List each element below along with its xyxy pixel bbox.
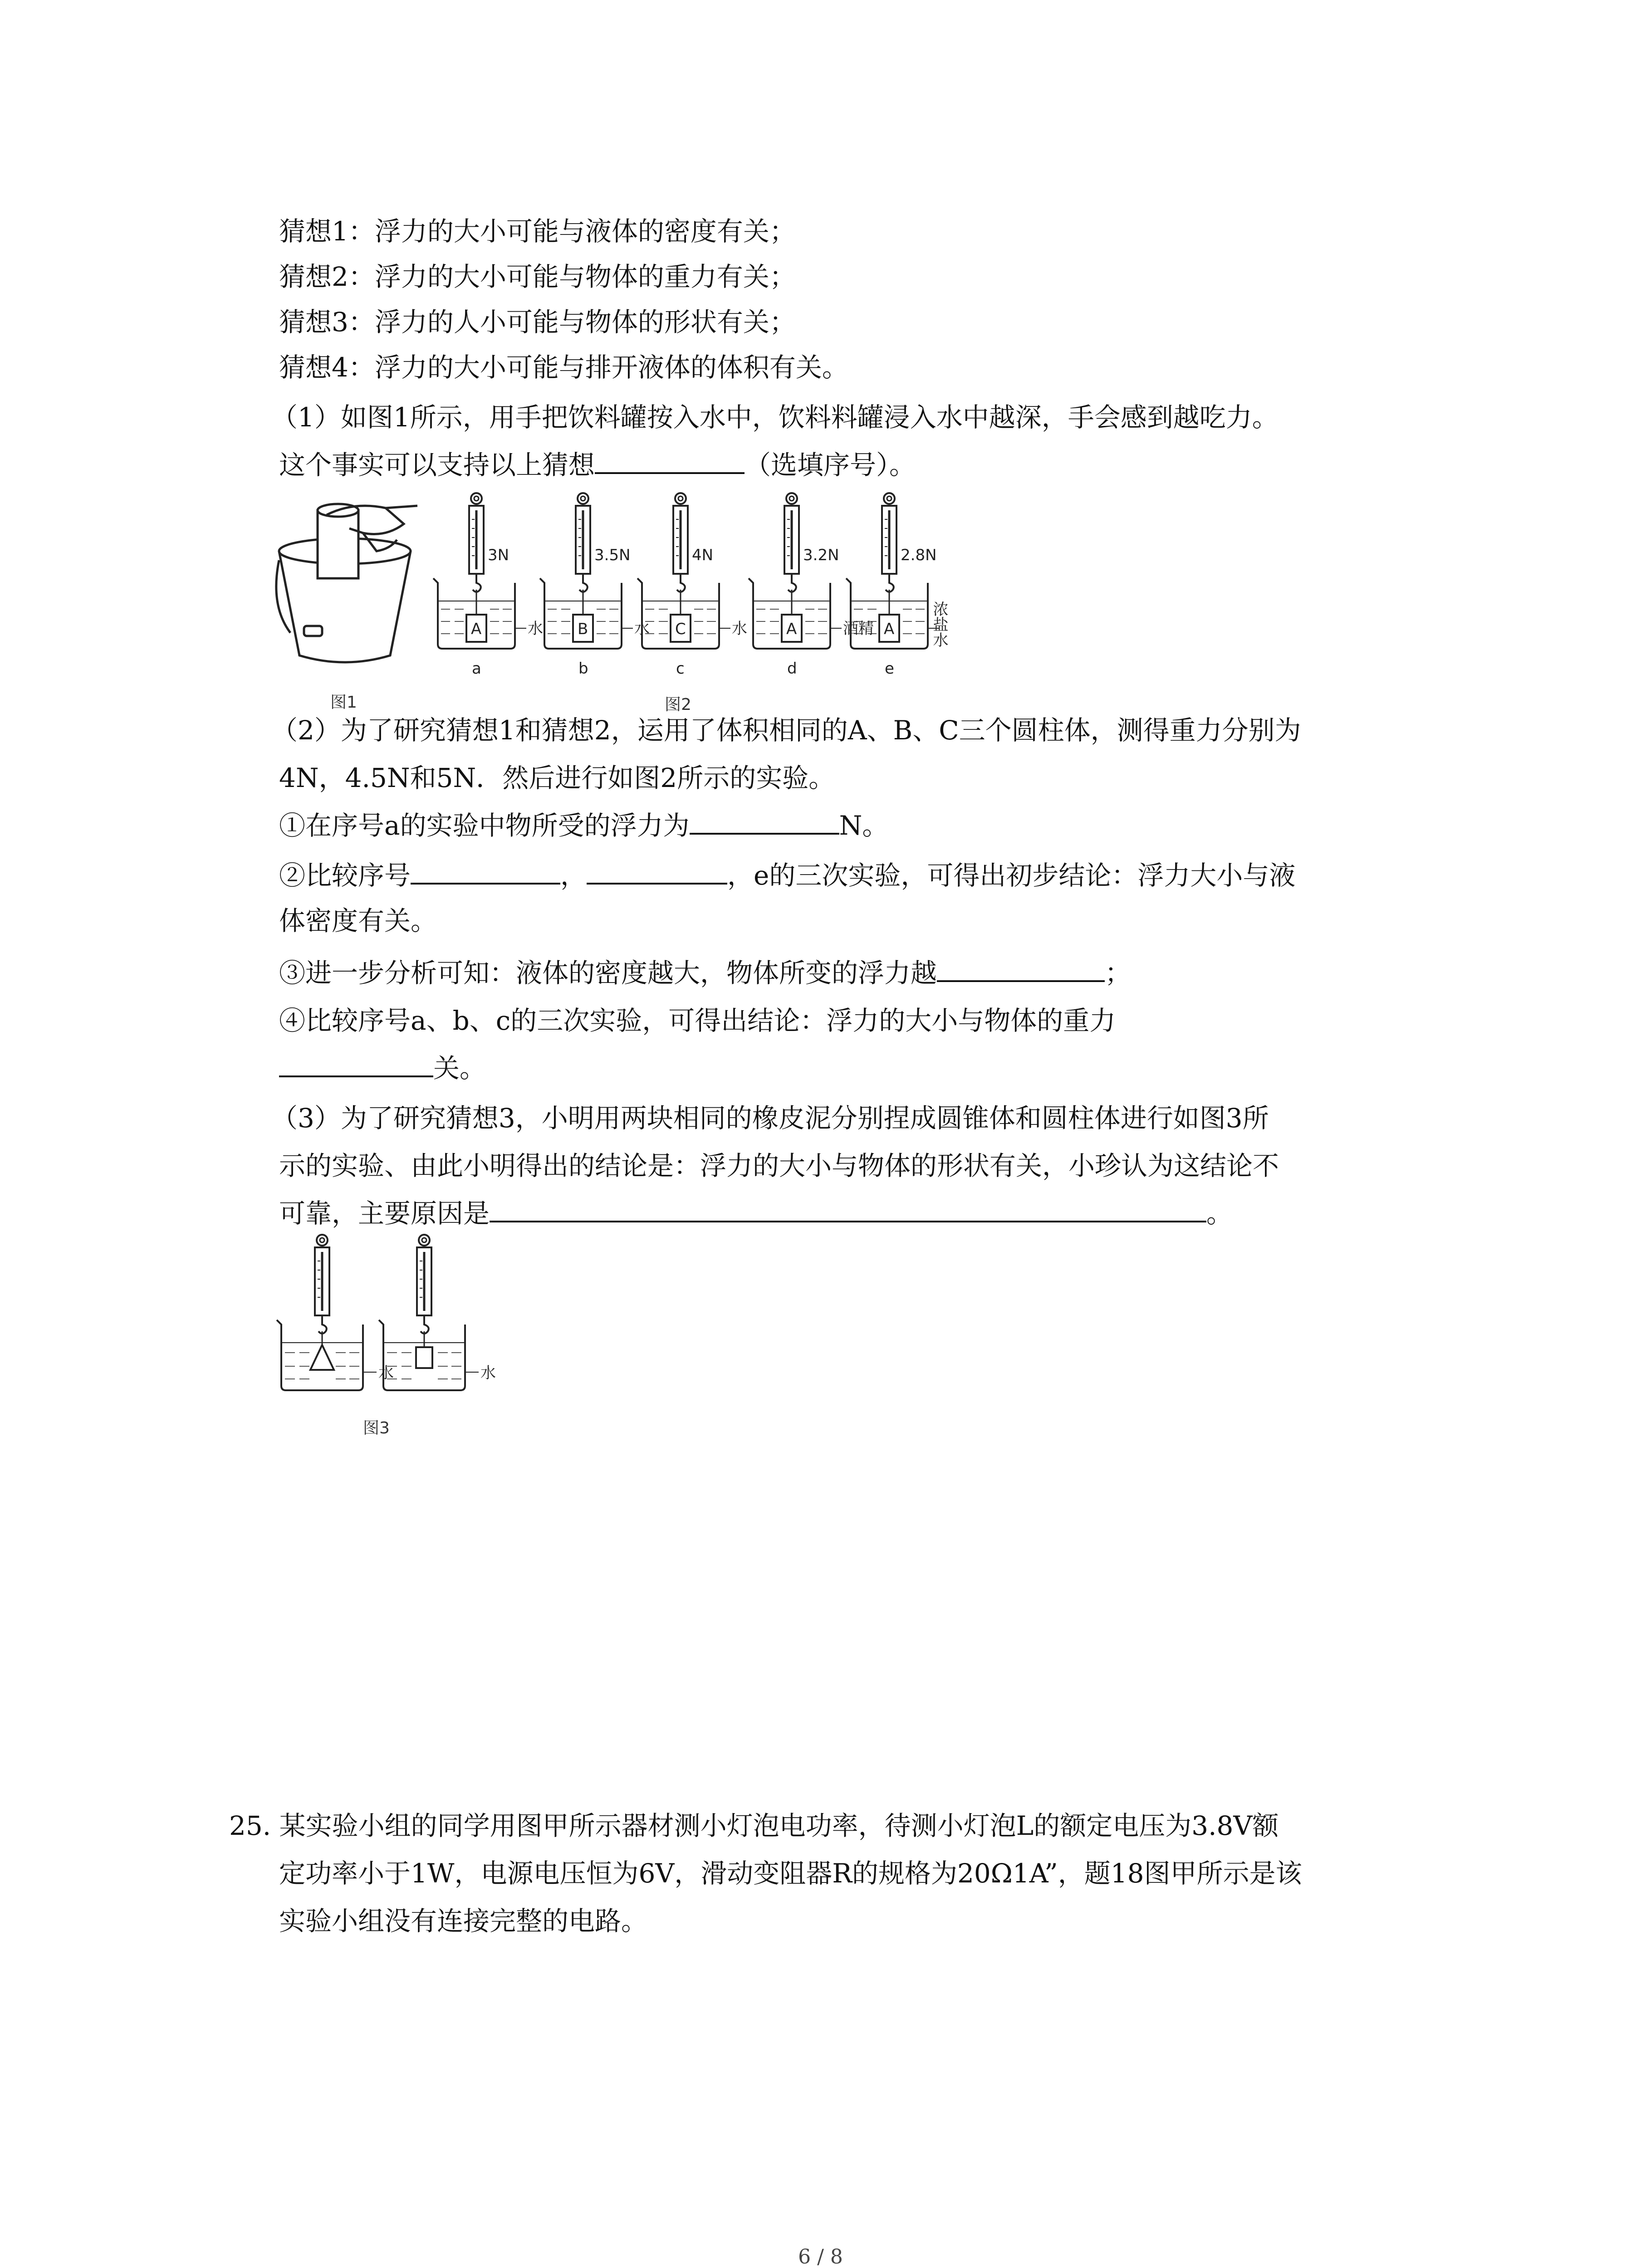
figure3-spring-scales <box>272 1234 496 1415</box>
block-d: A <box>786 620 797 638</box>
fig3-setup-cylinder <box>379 1235 479 1390</box>
guess-2: 猜想2：浮力的大小可能与物体的重力有关； <box>279 261 796 292</box>
q25-line3: 实验小组没有连接完整的电路。 <box>279 1906 648 1936</box>
page-number: 6 / 8 <box>798 2245 843 2268</box>
tag-e: e <box>885 660 894 678</box>
reading-a: 3N <box>488 546 509 564</box>
q1-answer-blank[interactable] <box>595 447 745 474</box>
liquid-c: 水 <box>732 620 747 638</box>
q2-step3-blank[interactable] <box>937 955 1105 982</box>
block-b: B <box>578 620 588 638</box>
q3-line3-post: 。 <box>1206 1198 1233 1229</box>
reading-e: 2.8N <box>901 546 937 564</box>
liquid-a: 水 <box>528 620 543 638</box>
q3-reason-blank[interactable] <box>490 1195 1206 1222</box>
q2-step2-line2: 体密度有关。 <box>279 905 437 936</box>
block-a: A <box>471 620 482 638</box>
reading-b: 3.5N <box>594 546 631 564</box>
q1-line1: （1）如图1所示，用手把饮料罐按入水中，饮料料罐浸入水中越深，手会感到越吃力。 <box>271 402 1279 433</box>
q2-step1-post: N。 <box>839 810 889 841</box>
q2-step2-post: ，e的三次实验，可得出初步结论：浮力大小与液 <box>727 860 1296 891</box>
q1-line2 <box>279 447 916 483</box>
q3-line1: （3）为了研究猜想3，小明用两块相同的橡皮泥分别捏成圆锥体和圆柱体进行如图3所 <box>271 1103 1269 1134</box>
q2-step2-blank-2[interactable] <box>587 857 727 885</box>
q3-line2: 示的实验、由此小明得出的结论是：浮力的大小与物体的形状有关，小珍认为这结论不 <box>279 1150 1279 1181</box>
q25-line2: 定功率小于1W，电源电压恒为6V，滑动变阻器R的规格为20Ω1A”，题18图甲所示是该 <box>279 1858 1302 1889</box>
tag-a: a <box>472 660 481 678</box>
q2-step2-pre: ②比较序号 <box>279 860 411 891</box>
tag-b: b <box>578 660 588 678</box>
figure2-spring-scales <box>429 492 973 705</box>
block-e: A <box>884 620 895 638</box>
reading-d: 3.2N <box>803 546 839 564</box>
fig3-setup-cone <box>277 1235 377 1390</box>
q2-step4-line2 <box>279 1050 486 1086</box>
figure3-caption: 图3 <box>363 1419 390 1437</box>
liquid-b: 水 <box>634 620 650 638</box>
q2-step4-blank[interactable] <box>279 1050 433 1077</box>
fig3-liquid-1: 水 <box>378 1364 394 1382</box>
q2-step3-pre: ③进一步分析可知：液体的密度越大，物体所变的浮力越 <box>279 958 937 988</box>
q1-line2-post: （选填序号）。 <box>745 450 916 480</box>
q2-step1-pre: ①在序号a的实验中物所受的浮力为 <box>279 810 690 841</box>
figure1-bucket-illustration <box>272 497 422 687</box>
reading-c: 4N <box>692 546 714 564</box>
q3-line3-pre: 可靠，主要原因是 <box>279 1198 490 1229</box>
liquid-e: 浓盐水 <box>930 601 948 647</box>
q3-line3 <box>279 1195 1233 1232</box>
figure1-caption: 图1 <box>330 693 357 712</box>
q1-line2-pre: 这个事实可以支持以上猜想 <box>279 450 595 480</box>
q2-line2: 4N，4.5N和5N．然后进行如图2所示的实验。 <box>279 763 835 793</box>
q2-step2 <box>279 857 1295 894</box>
q2-step4-post: 关。 <box>433 1053 486 1084</box>
q2-step2-comma: ， <box>560 860 587 891</box>
guess-3: 猜想3：浮力的人小可能与物体的形状有关； <box>279 307 796 337</box>
q2-step1-blank[interactable] <box>690 807 839 835</box>
q2-step2-blank-1[interactable] <box>411 857 560 885</box>
liquid-d: 酒精 <box>843 620 874 638</box>
fig3-liquid-2: 水 <box>480 1364 496 1382</box>
q2-step3-post: ； <box>1105 958 1132 988</box>
guess-1: 猜想1：浮力的大小可能与液体的密度有关； <box>279 216 796 247</box>
q25-line1: 25. 某实验小组的同学用图甲所示器材测小灯泡电功率，待测小灯泡L的额定电压为3.8V额 <box>229 1810 1279 1841</box>
tag-d: d <box>787 660 797 678</box>
block-c: C <box>675 620 686 638</box>
q2-step1 <box>279 807 888 844</box>
q2-step3 <box>279 955 1131 991</box>
figure2-caption: 图2 <box>665 695 691 714</box>
q2-line1: （2）为了研究猜想1和猜想2，运用了体积相同的A、B、C三个圆柱体，测得重力分别为 <box>271 715 1301 746</box>
tag-c: c <box>676 660 685 678</box>
guess-4: 猜想4：浮力的大小可能与排开液体的体积有关。 <box>279 352 848 383</box>
q2-step4-line1: ④比较序号a、b、c的三次实验，可得出结论：浮力的大小与物体的重力 <box>279 1005 1116 1036</box>
